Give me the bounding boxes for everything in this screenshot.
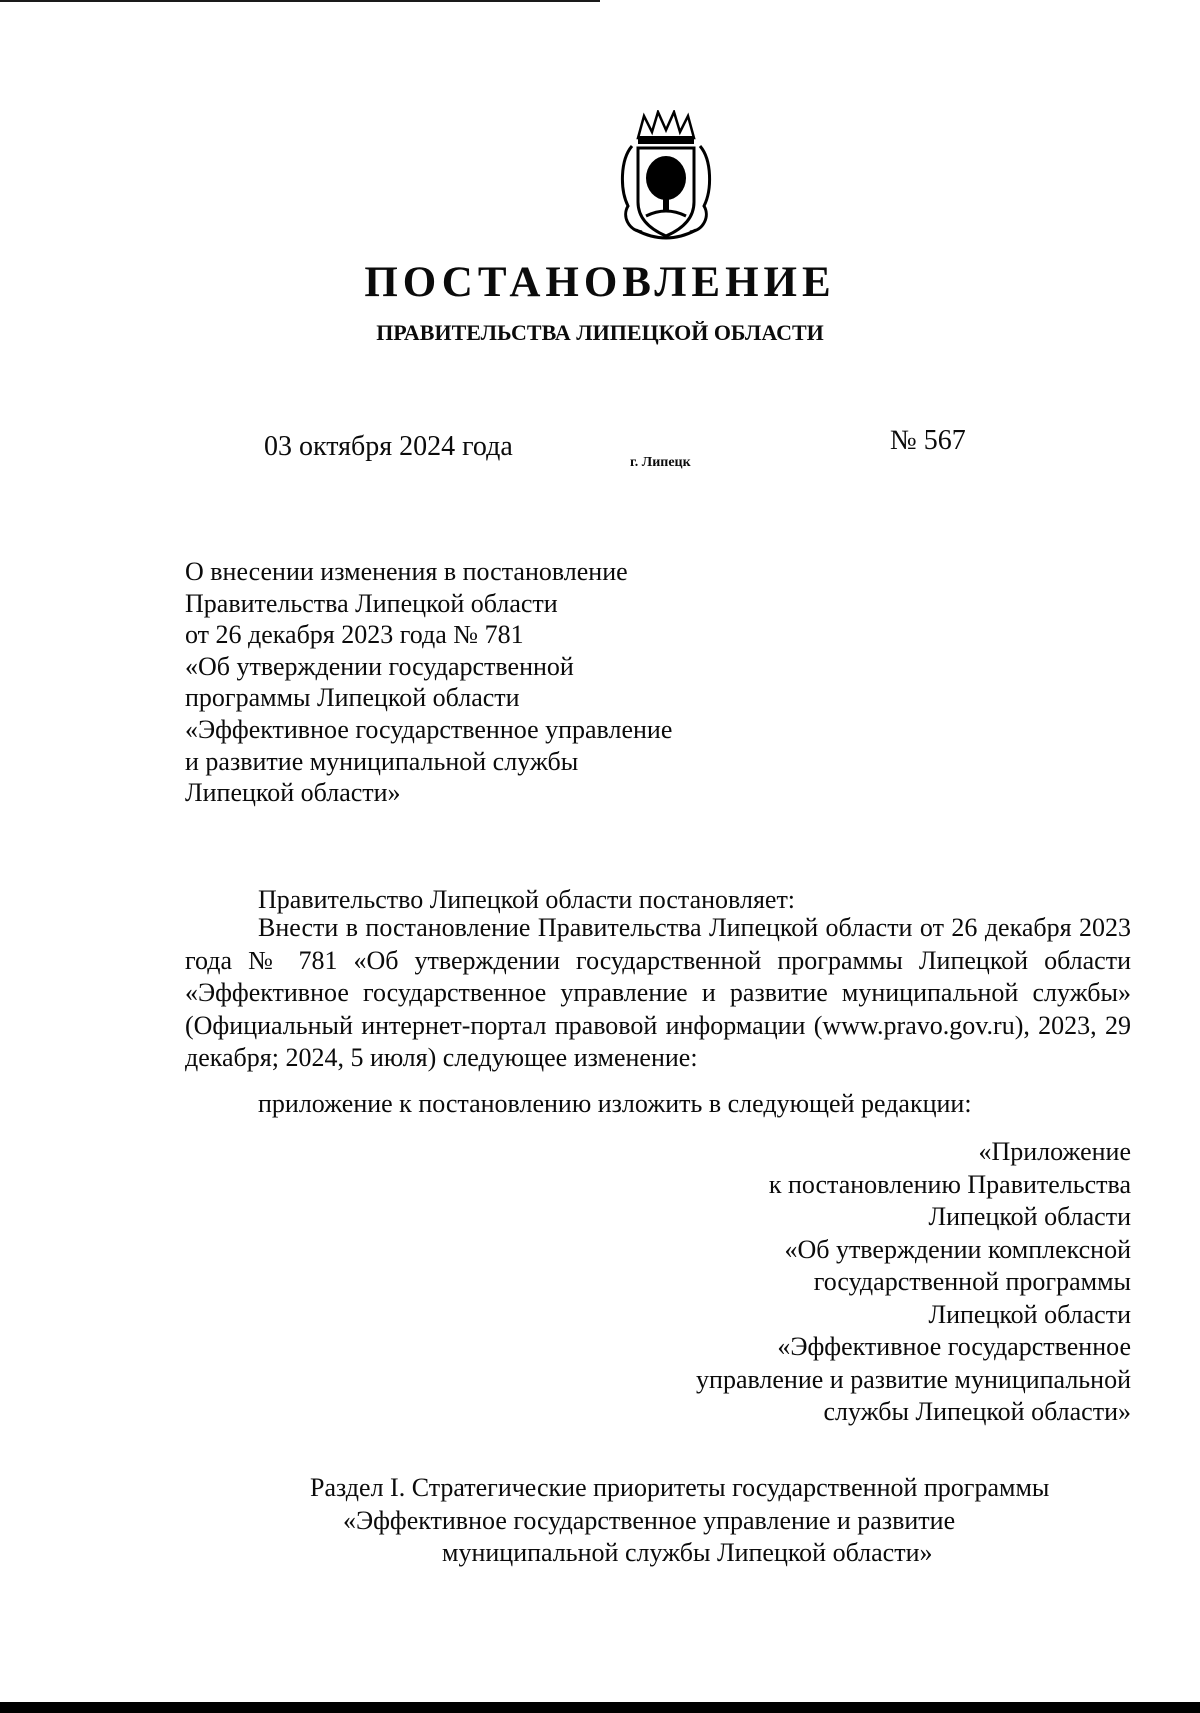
subject-line: Липецкой области» [185,778,401,808]
section-heading-line: Раздел I. Стратегические приоритеты государственной программы [310,1473,1050,1502]
document-city: г. Липецк [630,455,691,470]
subject-line: О внесении изменения в постановление [185,557,628,586]
section-heading [310,1472,1049,1570]
subject-line: от 26 декабря 2023 года № 781 [185,620,524,650]
section-heading-line: «Эффективное государственное управление и развитие [343,1505,956,1535]
subject-line: и развитие муниципальной службы [185,746,579,776]
appendix-line: службы Липецкой области» [823,1397,1131,1426]
resolution-body: Внести в постановление Правительства Липецкой области от 26 декабря 2023 года № 781 «Об утверждении государственной программы Липецкой области «Эффективное государственное управление и развитие муниципальной службы» (Официальный интернет-портал правовой информации (www.pravo.gov.ru), 2023, 29 декабря; 2024, 5 июля) следующее изменение: [185,913,1131,1073]
appendix-line: управление и развитие муниципальной [696,1364,1131,1394]
scan-edge-top [0,0,600,2]
subject-line: Правительства Липецкой области [185,588,558,618]
coat-of-arms-icon [618,110,714,242]
document-number: № 567 [890,425,966,456]
appendix-line: «Приложение [978,1137,1131,1166]
scan-edge-bottom [0,1702,1200,1713]
subject-line: программы Липецкой области [185,683,520,713]
amendment-instruction: приложение к постановлению изложить в следующей редакции: [258,1089,972,1118]
appendix-line: Липецкой области [928,1202,1131,1231]
appendix-line: «Об утверждении комплексной [784,1234,1131,1264]
appendix-line: «Эффективное государственное [777,1332,1131,1361]
resolution-intro: Правительство Липецкой области постановляет: [258,885,796,914]
appendix-line: Липецкой области [928,1299,1131,1329]
subject-line: «Эффективное государственное управление [185,714,673,744]
appendix-header [696,1136,1131,1429]
document-date: 03 октября 2024 года [264,431,513,462]
subject-line: «Об утверждении государственной [185,651,574,681]
issuing-authority: ПРАВИТЕЛЬСТВА ЛИПЕЦКОЙ ОБЛАСТИ [376,320,824,345]
document-type-title: ПОСТАНОВЛЕНИЕ [364,259,836,306]
appendix-line: государственной программы [813,1267,1131,1296]
document-subject [185,556,745,809]
appendix-line: к постановлению Правительства [768,1169,1131,1199]
section-heading-line: муниципальной службы Липецкой области» [442,1538,933,1567]
